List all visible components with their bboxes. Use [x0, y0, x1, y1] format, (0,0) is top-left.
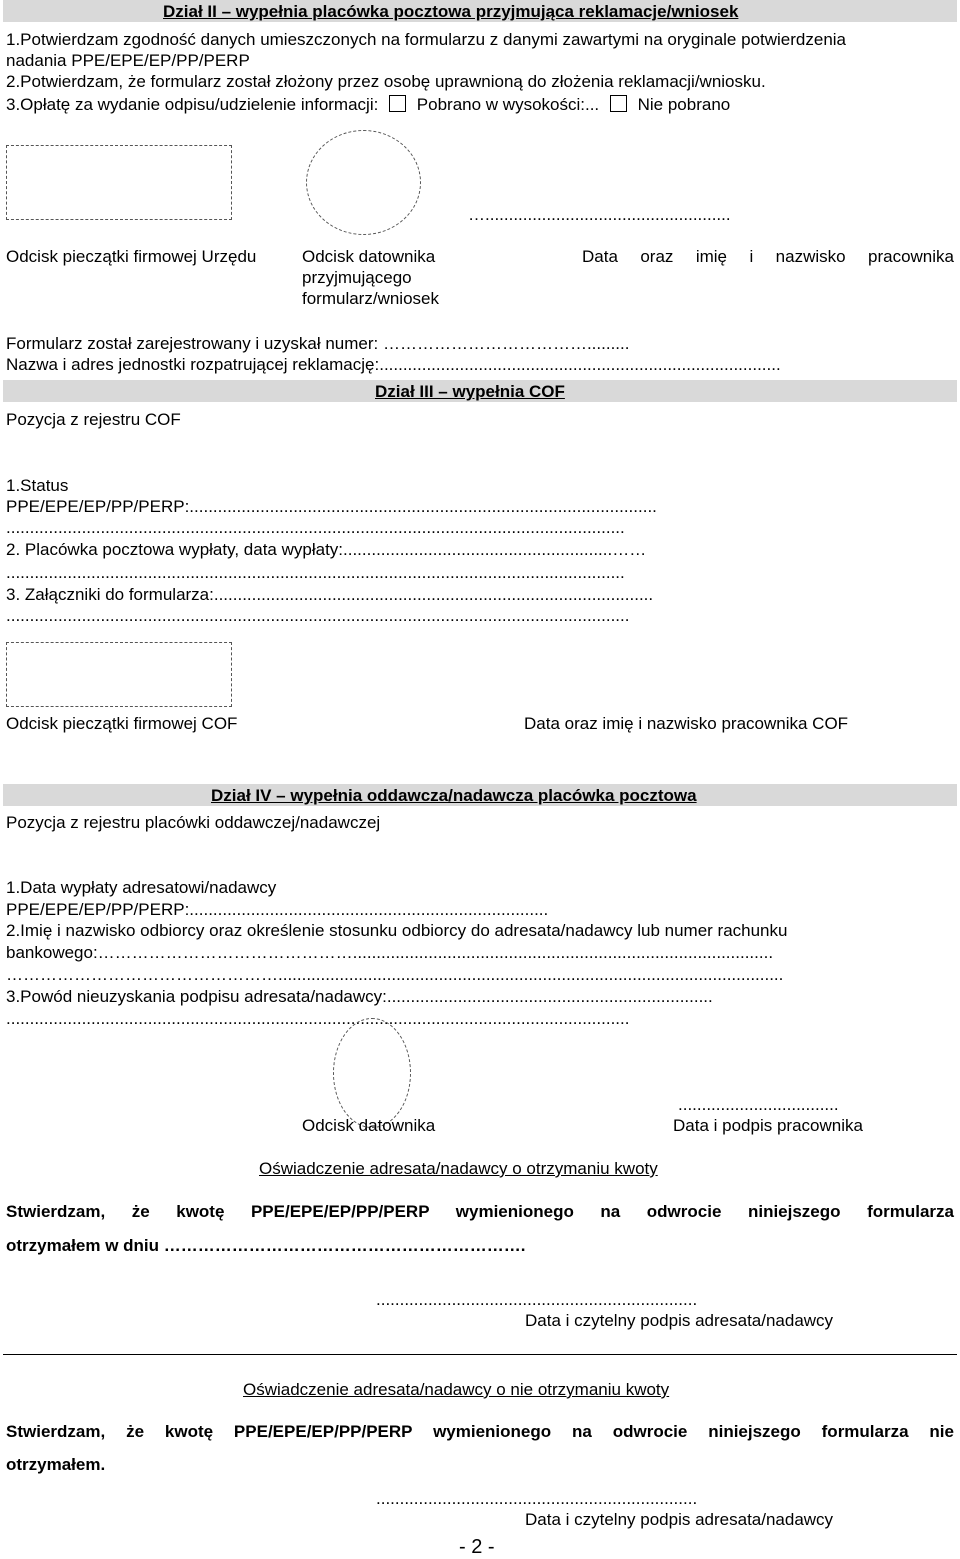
delivery-date-stamp-circle: [333, 1018, 411, 1128]
nonreceipt-signature-dots: ....................................................................: [376, 1489, 698, 1508]
section3-payout-line: 2. Placówka pocztowa wypłaty, data wypłaty:.........................................................……: [6, 540, 647, 559]
section4-register-position: Pozycja z rejestru placówki oddawczej/nadawczej: [6, 813, 381, 832]
section4-recipient-line-2: bankowego:……………………………………….........................................................................................: [6, 943, 774, 962]
nonreceipt-statement-title: Oświadczenie adresata/nadawcy o nie otrzymaniu kwoty: [243, 1380, 670, 1399]
section2-signature-dots: …....................................................: [468, 205, 731, 224]
section2-employee-label: Data oraz imię i nazwisko pracownika: [582, 247, 954, 266]
section2-stamp-label: Odcisk pieczątki firmowej Urzędu: [6, 247, 257, 266]
receipt-signature-label: Data i czytelny podpis adresata/nadawcy: [525, 1311, 834, 1330]
section4-reason-line-2: ....................................................................................................................................: [6, 1009, 630, 1028]
section4-recipient-line-1: 2.Imię i nazwisko odbiorcy oraz określenie stosunku odbiorcy do adresata/nadawcy lub numer rachunku: [6, 921, 788, 940]
fee-collected-label: Pobrano w wysokości:...: [416, 95, 600, 114]
section3-status-line: PPE/EPE/EP/PP/PERP:...................................................................................................: [6, 497, 657, 516]
section3-payout-line-2: ...................................................................................................................................: [6, 563, 625, 582]
section4-reason-line-1: 3.Powód nieuzyskania podpisu adresata/nadawcy:.....................................................................: [6, 987, 713, 1006]
section-divider: [3, 1354, 957, 1355]
section4-recipient-line-3: …………………………………………...........................................................................................................: [6, 965, 784, 984]
receipt-statement-title: Oświadczenie adresata/nadawcy o otrzymaniu kwoty: [259, 1159, 658, 1178]
section2-item3: [6, 95, 730, 115]
page-number: - 2 -: [459, 1536, 495, 1558]
office-stamp-box: [6, 145, 232, 220]
nonreceipt-signature-label: Data i czytelny podpis adresata/nadawcy: [525, 1510, 834, 1529]
receipt-statement-line-2: otrzymałem w dniu ……………………………………………………….: [6, 1236, 526, 1255]
fee-collected-checkbox[interactable]: [389, 95, 406, 112]
receipt-statement-line-1: Stwierdzam, że kwotę PPE/EPE/EP/PP/PERP wymienionego na odwrocie niniejszego formularza: [6, 1202, 954, 1221]
section2-item3-prefix: 3.Opłatę za wydanie odpisu/udzielenie informacji:: [6, 95, 379, 114]
section4-signature-dots: ..................................: [678, 1095, 839, 1114]
section4-employee-label: Data i podpis pracownika: [673, 1116, 863, 1135]
registration-number-line: Formularz został zarejestrowany i uzyskał numer: ……………………………….........: [6, 334, 630, 353]
section3-register-position: Pozycja z rejestru COF: [6, 410, 181, 429]
section3-employee-label: Data oraz imię i nazwisko pracownika COF: [524, 714, 849, 733]
section3-stamp-label: Odcisk pieczątki firmowej COF: [6, 714, 238, 733]
section4-payout-date-line: PPE/EPE/EP/PP/PERP:............................................................................: [6, 900, 549, 919]
section2-item2: 2.Potwierdzam, że formularz został złożony przez osobę uprawnioną do złożenia reklamacji/wniosku.: [6, 72, 766, 91]
section4-payout-date-label: 1.Data wypłaty adresatowi/nadawcy: [6, 878, 277, 897]
cof-stamp-box: [6, 642, 232, 707]
section3-attachments-line-2: ....................................................................................................................................: [6, 606, 630, 625]
section3-title: Dział III – wypełnia COF: [375, 382, 565, 401]
nonreceipt-statement-line-1: Stwierdzam, że kwotę PPE/EPE/EP/PP/PERP wymienionego na odwrocie niniejszego formularza nie: [6, 1422, 954, 1441]
section2-item1-line2: nadania PPE/EPE/EP/PP/PERP: [6, 51, 250, 70]
section3-status-label: 1.Status: [6, 476, 69, 495]
fee-not-collected-checkbox[interactable]: [610, 95, 627, 112]
receipt-signature-dots: ....................................................................: [376, 1290, 698, 1309]
handling-unit-line: Nazwa i adres jednostki rozpatrującej reklamację:.....................................................................................: [6, 355, 781, 374]
date-stamp-circle: [306, 130, 421, 235]
section2-date-stamp-label-1: Odcisk datownika: [302, 247, 436, 266]
section2-date-stamp-label-3: formularz/wniosek: [302, 289, 439, 308]
nonreceipt-statement-line-2: otrzymałem.: [6, 1455, 106, 1474]
fee-not-collected-label: Nie pobrano: [637, 95, 731, 114]
section3-attachments-line: 3. Załączniki do formularza:.............................................................................................: [6, 585, 654, 604]
section4-title: Dział IV – wypełnia oddawcza/nadawcza placówka pocztowa: [211, 786, 697, 805]
section2-item1-line1: 1.Potwierdzam zgodność danych umieszczonych na formularzu z danymi zawartymi na oryginale potwierdzenia: [6, 30, 847, 49]
section3-status-line-2: ...................................................................................................................................: [6, 518, 625, 537]
section2-title: Dział II – wypełnia placówka pocztowa przyjmująca reklamacje/wniosek: [163, 2, 739, 21]
section4-date-stamp-label: Odcisk datownika: [302, 1116, 436, 1135]
section2-date-stamp-label-2: przyjmującego: [302, 268, 412, 287]
